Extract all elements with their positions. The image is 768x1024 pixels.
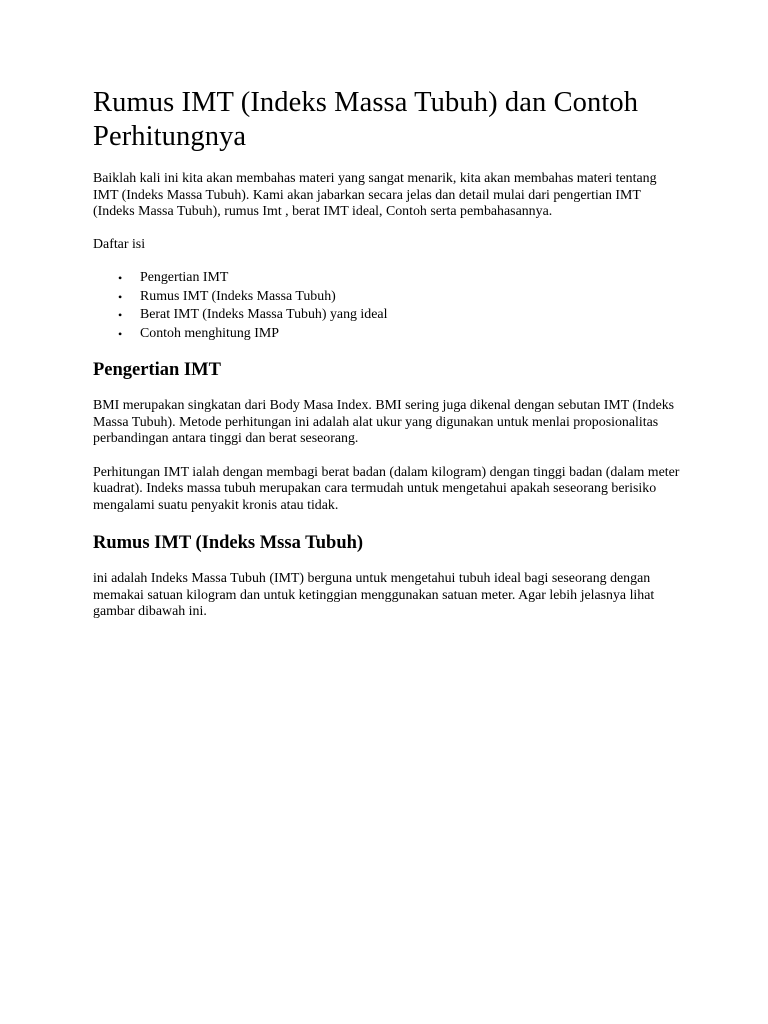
toc-item-pengertian[interactable] — [118, 269, 683, 288]
bullet-icon: • — [118, 289, 123, 304]
section-heading-rumus: Rumus IMT (Indeks Mssa Tubuh) — [93, 533, 364, 554]
section-paragraph: ini adalah Indeks Massa Tubuh (IMT) berguna untuk mengetahui tubuh ideal bagi seseorang dengan memakai satuan kilogram dan untuk ketinggian menggunakan satuan meter. Agar lebih jelasnya lihat gambar dibawah ini. — [93, 571, 655, 620]
document-title: Rumus IMT (Indeks Massa Tubuh) dan Contoh Perhitungnya — [93, 87, 639, 152]
document-page — [93, 86, 683, 621]
section-heading-pengertian: Pengertian IMT — [93, 360, 221, 381]
toc-item-label: Pengertian IMT — [140, 270, 229, 285]
table-of-contents — [93, 269, 683, 343]
toc-item-label: Contoh menghitung IMP — [140, 325, 279, 341]
bullet-icon: • — [118, 271, 123, 285]
toc-item-contoh[interactable] — [118, 325, 683, 344]
intro-paragraph: Baiklah kali ini kita akan membahas materi yang sangat menarik, kita akan membahas materi tentang IMT (Indeks Massa Tubuh). Kami akan jabarkan secara jelas dan detail mulai dari pengertian IMT (Indeks Massa Tubuh), rumus Imt , berat IMT ideal, Contoh serta pembahasannya. — [93, 171, 657, 219]
toc-item-rumus[interactable] — [118, 288, 683, 307]
toc-label: Daftar isi — [93, 236, 146, 252]
section-paragraph: Perhitungan IMT ialah dengan membagi berat badan (dalam kilogram) dengan tinggi badan (dalam meter kuadrat). Indeks massa tubuh merupakan cara termudah untuk mengetahui apakah seseorang berisiko mengalami suatu penyakit kronis atau tidak. — [93, 464, 680, 513]
toc-item-label: Berat IMT (Indeks Massa Tubuh) yang ideal — [140, 307, 388, 323]
toc-item-label: Rumus IMT (Indeks Massa Tubuh) — [140, 288, 336, 304]
section-paragraph: BMI merupakan singkatan dari Body Masa Index. BMI sering juga dikenal dengan sebutan IMT (Indeks Massa Tubuh). Metode perhitungan ini adalah alat ukur yang digunakan untuk menlai proposionalitas perbandingan antara tinggi dan berat seseorang. — [93, 398, 675, 447]
toc-item-berat-ideal[interactable] — [118, 306, 683, 325]
bullet-icon: • — [118, 308, 123, 323]
bullet-icon: • — [118, 326, 123, 341]
